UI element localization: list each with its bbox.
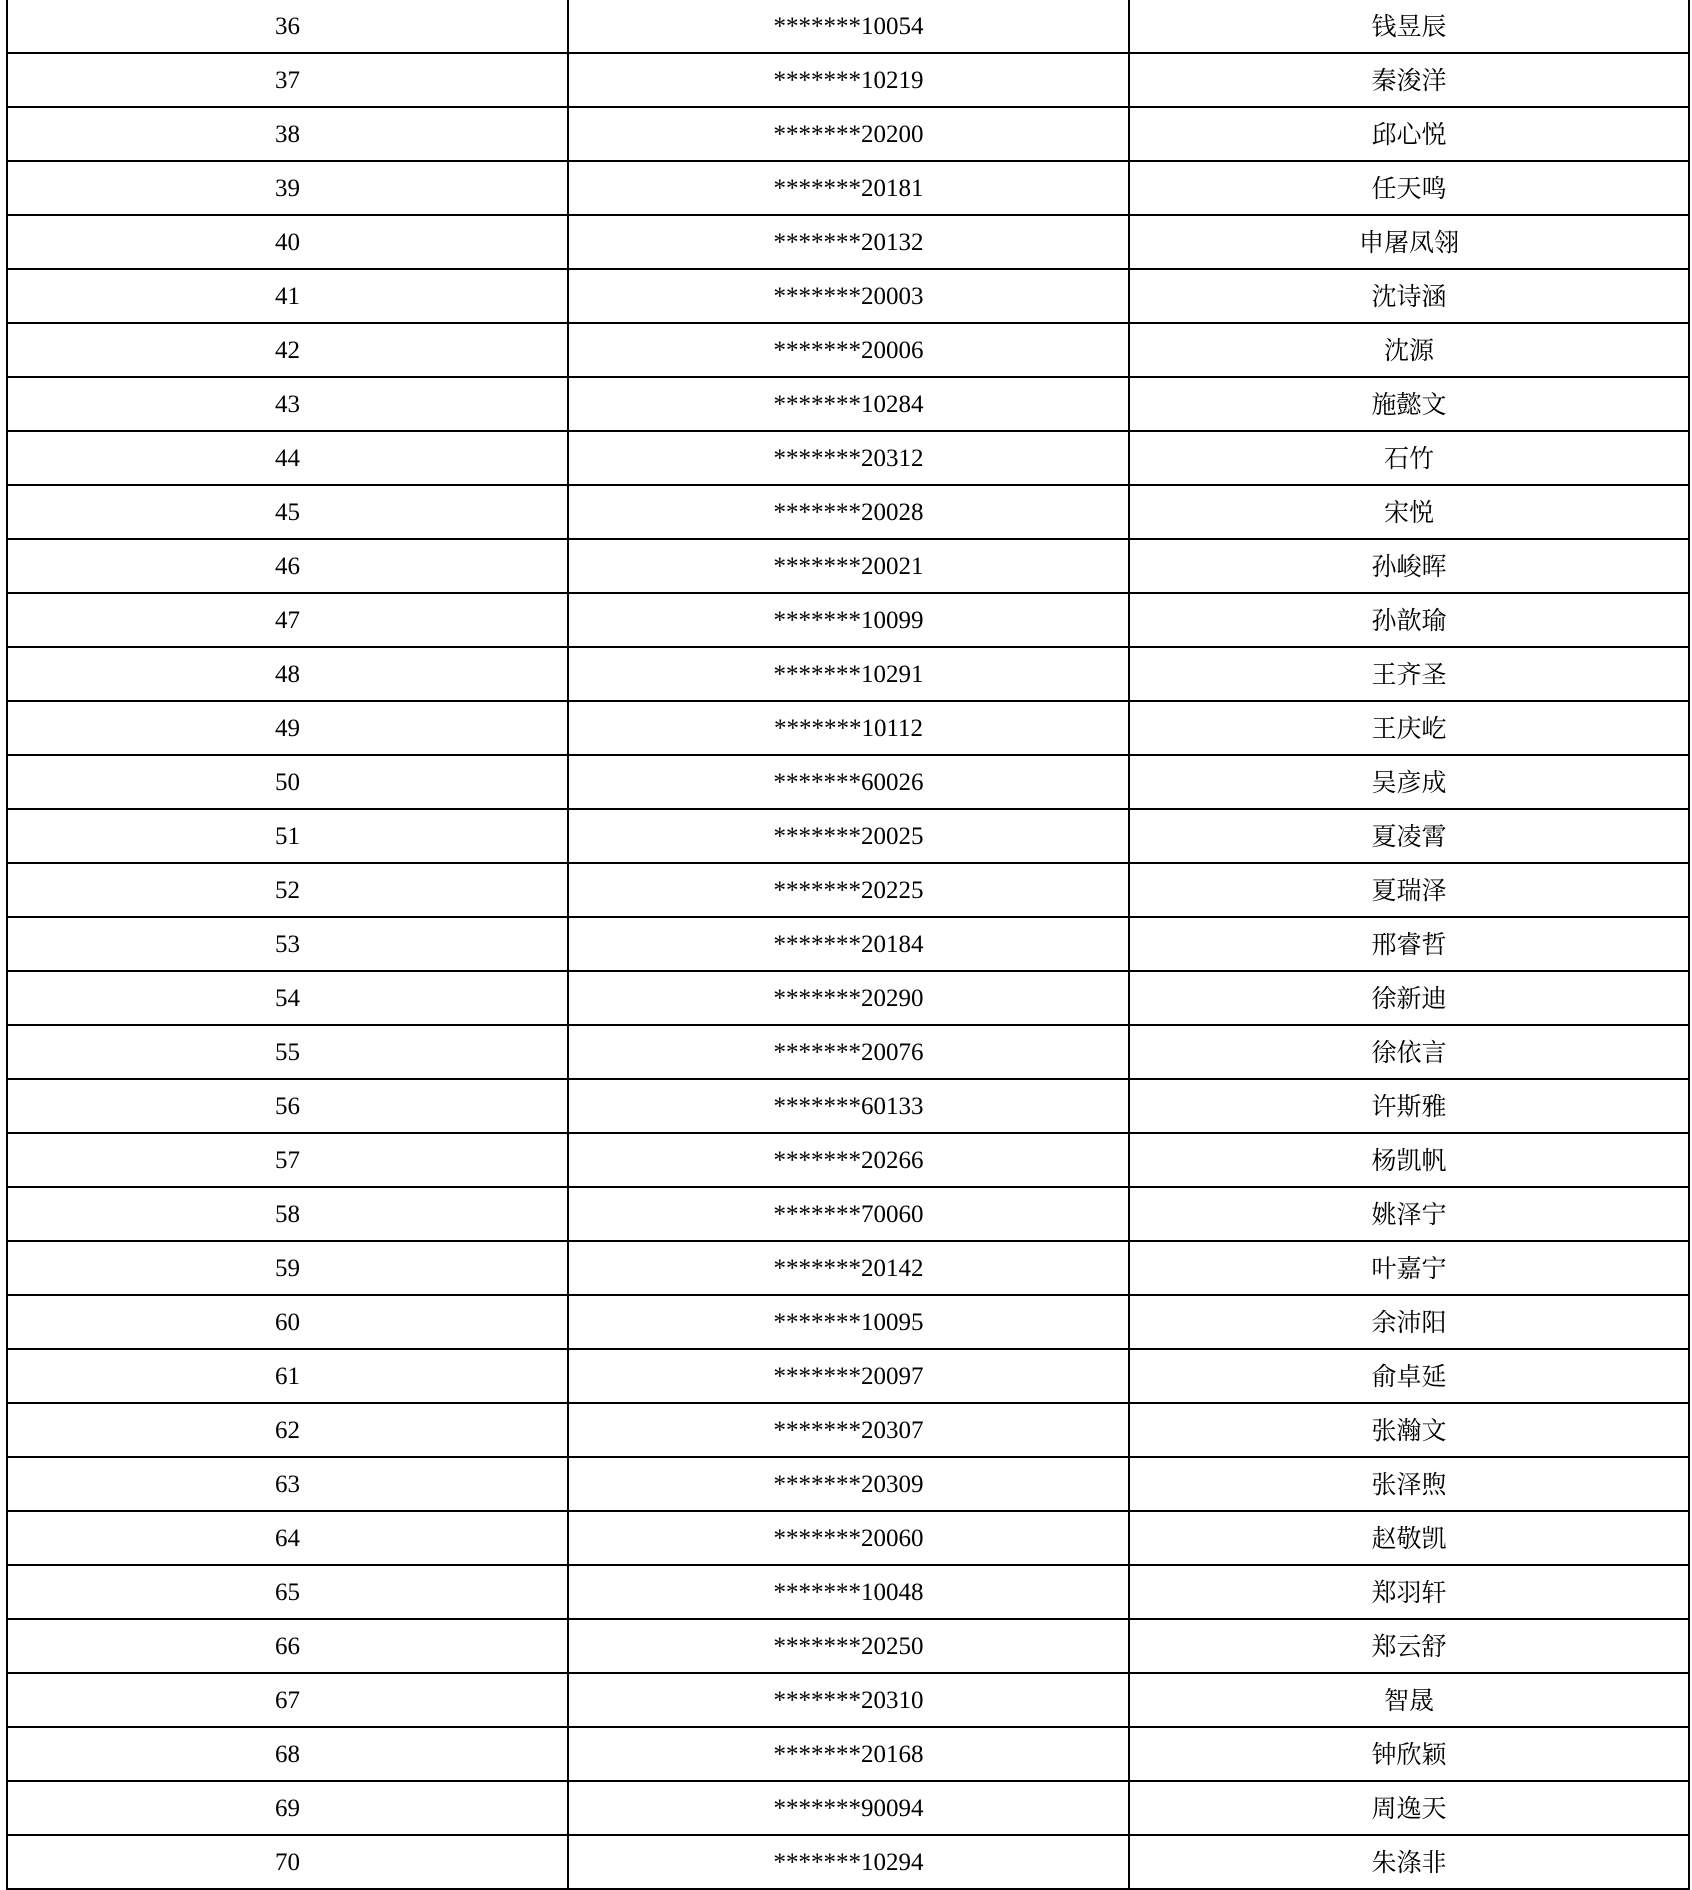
table-row (7, 107, 1689, 161)
table-row (7, 1403, 1689, 1457)
row-index: 52 (7, 863, 568, 917)
row-name: 周逸天 (1129, 1781, 1689, 1835)
row-index: 70 (7, 1835, 568, 1889)
row-student-id: *******20181 (568, 161, 1129, 215)
row-index: 59 (7, 1241, 568, 1295)
row-name: 张泽煦 (1129, 1457, 1689, 1511)
row-student-id: *******20250 (568, 1619, 1129, 1673)
row-index: 38 (7, 107, 568, 161)
row-name: 夏凌霄 (1129, 809, 1689, 863)
table-row (7, 1673, 1689, 1727)
row-index: 44 (7, 431, 568, 485)
table-row (7, 1565, 1689, 1619)
row-name: 郑云舒 (1129, 1619, 1689, 1673)
row-index: 50 (7, 755, 568, 809)
row-name: 石竹 (1129, 431, 1689, 485)
table-row (7, 323, 1689, 377)
table-row (7, 161, 1689, 215)
table-row (7, 1187, 1689, 1241)
row-index: 36 (7, 0, 568, 53)
row-index: 63 (7, 1457, 568, 1511)
row-student-id: *******20307 (568, 1403, 1129, 1457)
row-name: 王庆屹 (1129, 701, 1689, 755)
row-name: 钱昱辰 (1129, 0, 1689, 53)
table-row (7, 215, 1689, 269)
row-index: 39 (7, 161, 568, 215)
table-row (7, 377, 1689, 431)
row-student-id: *******20006 (568, 323, 1129, 377)
row-index: 69 (7, 1781, 568, 1835)
row-name: 徐新迪 (1129, 971, 1689, 1025)
row-student-id: *******20290 (568, 971, 1129, 1025)
row-index: 56 (7, 1079, 568, 1133)
row-name: 徐依言 (1129, 1025, 1689, 1079)
row-student-id: *******20097 (568, 1349, 1129, 1403)
row-index: 45 (7, 485, 568, 539)
row-name: 邱心悦 (1129, 107, 1689, 161)
row-index: 65 (7, 1565, 568, 1619)
row-student-id: *******20266 (568, 1133, 1129, 1187)
row-name: 沈源 (1129, 323, 1689, 377)
row-name: 许斯雅 (1129, 1079, 1689, 1133)
row-name: 钟欣颖 (1129, 1727, 1689, 1781)
row-student-id: *******70060 (568, 1187, 1129, 1241)
row-student-id: *******90094 (568, 1781, 1129, 1835)
table-row (7, 1457, 1689, 1511)
table-row (7, 1781, 1689, 1835)
table-row (7, 1295, 1689, 1349)
row-index: 40 (7, 215, 568, 269)
row-student-id: *******20132 (568, 215, 1129, 269)
row-name: 余沛阳 (1129, 1295, 1689, 1349)
table-row (7, 809, 1689, 863)
row-index: 43 (7, 377, 568, 431)
row-student-id: *******10112 (568, 701, 1129, 755)
row-index: 37 (7, 53, 568, 107)
row-student-id: *******10284 (568, 377, 1129, 431)
row-index: 49 (7, 701, 568, 755)
row-name: 王齐圣 (1129, 647, 1689, 701)
table-row (7, 971, 1689, 1025)
row-name: 朱涤非 (1129, 1835, 1689, 1889)
table-row (7, 431, 1689, 485)
row-index: 53 (7, 917, 568, 971)
row-student-id: *******20200 (568, 107, 1129, 161)
table-row (7, 1619, 1689, 1673)
table-row (7, 1835, 1689, 1889)
row-student-id: *******20312 (568, 431, 1129, 485)
table-row (7, 1079, 1689, 1133)
table-row (7, 1727, 1689, 1781)
row-name: 夏瑞泽 (1129, 863, 1689, 917)
row-student-id: *******20309 (568, 1457, 1129, 1511)
row-student-id: *******20076 (568, 1025, 1129, 1079)
row-index: 67 (7, 1673, 568, 1727)
row-name: 秦浚洋 (1129, 53, 1689, 107)
row-index: 68 (7, 1727, 568, 1781)
row-index: 55 (7, 1025, 568, 1079)
row-student-id: *******60026 (568, 755, 1129, 809)
table-row (7, 1349, 1689, 1403)
row-index: 57 (7, 1133, 568, 1187)
row-name: 沈诗涵 (1129, 269, 1689, 323)
row-index: 66 (7, 1619, 568, 1673)
row-index: 64 (7, 1511, 568, 1565)
row-name: 杨凯帆 (1129, 1133, 1689, 1187)
roster-table-body (7, 0, 1689, 1889)
row-name: 俞卓延 (1129, 1349, 1689, 1403)
row-student-id: *******20003 (568, 269, 1129, 323)
row-index: 51 (7, 809, 568, 863)
row-name: 孙峻晖 (1129, 539, 1689, 593)
row-name: 任天鸣 (1129, 161, 1689, 215)
table-row (7, 593, 1689, 647)
row-index: 46 (7, 539, 568, 593)
row-student-id: *******10219 (568, 53, 1129, 107)
row-student-id: *******20310 (568, 1673, 1129, 1727)
row-student-id: *******20025 (568, 809, 1129, 863)
row-name: 郑羽轩 (1129, 1565, 1689, 1619)
row-name: 申屠凤翎 (1129, 215, 1689, 269)
table-row (7, 269, 1689, 323)
row-name: 叶嘉宁 (1129, 1241, 1689, 1295)
row-index: 48 (7, 647, 568, 701)
row-index: 62 (7, 1403, 568, 1457)
row-index: 54 (7, 971, 568, 1025)
row-student-id: *******20060 (568, 1511, 1129, 1565)
row-name: 智晟 (1129, 1673, 1689, 1727)
row-student-id: *******10294 (568, 1835, 1129, 1889)
table-row (7, 1511, 1689, 1565)
row-name: 赵敬凯 (1129, 1511, 1689, 1565)
table-row (7, 647, 1689, 701)
table-row (7, 485, 1689, 539)
table-row (7, 701, 1689, 755)
row-student-id: *******10099 (568, 593, 1129, 647)
table-row (7, 0, 1689, 53)
row-student-id: *******10095 (568, 1295, 1129, 1349)
row-student-id: *******20168 (568, 1727, 1129, 1781)
row-index: 58 (7, 1187, 568, 1241)
row-name: 施懿文 (1129, 377, 1689, 431)
table-row (7, 53, 1689, 107)
row-name: 邢睿哲 (1129, 917, 1689, 971)
row-student-id: *******20184 (568, 917, 1129, 971)
row-name: 吴彦成 (1129, 755, 1689, 809)
row-student-id: *******20225 (568, 863, 1129, 917)
row-index: 60 (7, 1295, 568, 1349)
table-row (7, 1133, 1689, 1187)
row-student-id: *******20021 (568, 539, 1129, 593)
row-name: 宋悦 (1129, 485, 1689, 539)
row-index: 61 (7, 1349, 568, 1403)
row-student-id: *******20142 (568, 1241, 1129, 1295)
row-student-id: *******20028 (568, 485, 1129, 539)
row-student-id: *******10054 (568, 0, 1129, 53)
row-index: 42 (7, 323, 568, 377)
table-row (7, 1025, 1689, 1079)
row-index: 47 (7, 593, 568, 647)
table-row (7, 917, 1689, 971)
table-row (7, 863, 1689, 917)
table-row (7, 1241, 1689, 1295)
row-student-id: *******60133 (568, 1079, 1129, 1133)
row-student-id: *******10048 (568, 1565, 1129, 1619)
row-student-id: *******10291 (568, 647, 1129, 701)
roster-table (6, 0, 1690, 1890)
row-index: 41 (7, 269, 568, 323)
row-name: 姚泽宁 (1129, 1187, 1689, 1241)
row-name: 张瀚文 (1129, 1403, 1689, 1457)
table-row (7, 755, 1689, 809)
table-row (7, 539, 1689, 593)
row-name: 孙歆瑜 (1129, 593, 1689, 647)
